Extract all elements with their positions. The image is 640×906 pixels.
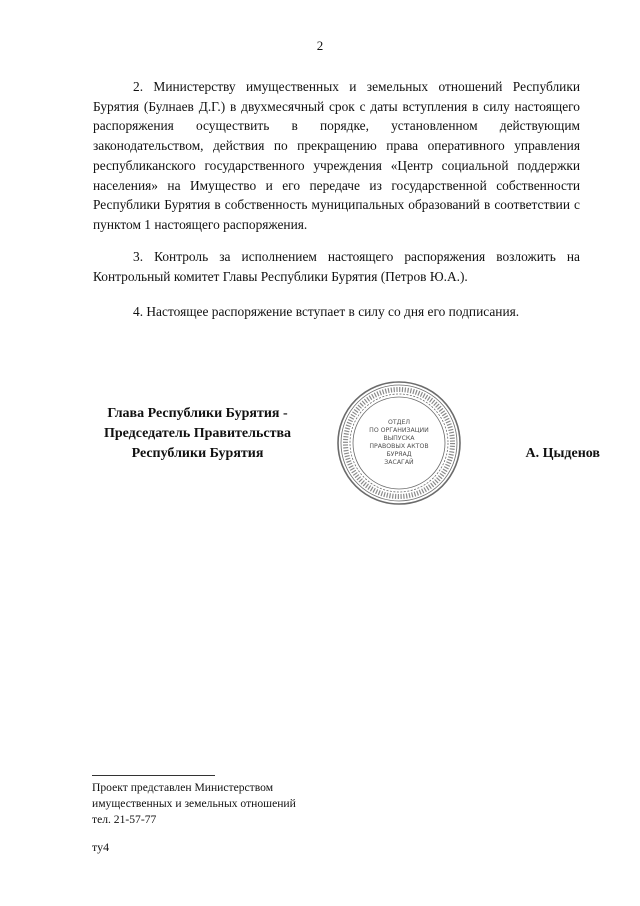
- footnote: [92, 780, 296, 828]
- signatory-title-line-3: Республики Бурятия: [131, 446, 264, 461]
- footnote-line-3: тел. 21-57-77: [92, 813, 157, 826]
- footnote-line-1: Проект представлен Министерством: [92, 781, 274, 794]
- seal-text-line-4: ПРАВОВЫХ АКТОВ: [369, 443, 429, 450]
- seal-text-line-2: ПО ОРГАНИЗАЦИИ: [369, 427, 429, 434]
- signatory-title-line-1: Глава Республики Бурятия -: [107, 406, 288, 421]
- signatory-title-line-2: Председатель Правительства: [103, 426, 292, 441]
- paragraph-3: 3. Контроль за исполнением настоящего распоряжения возложить на Контрольный комитет Главы Республики Бурятия (Петров Ю.А.).: [93, 249, 580, 284]
- footnote-divider: [92, 775, 215, 776]
- paragraph-4: 4. Настоящее распоряжение вступает в силу со дня его подписания.: [133, 304, 520, 319]
- signatory-title: [90, 404, 305, 464]
- signer-name: А. Цыденов: [525, 446, 600, 461]
- seal-text-line-5: БУРЯАД: [386, 451, 412, 458]
- paragraph-2: 2. Министерству имущественных и земельных отношений Республики Бурятия (Булнаев Д.Г.) в двухмесячный срок с даты вступления в силу настоящего распоряжения осуществить в порядке, установленном действующим законодательством, действия по прекращению права оперативного управления республиканского государственного учреждения «Центр социальной поддержки населения» на Имущество и его передаче из государственной собственности Республики Бурятия в собственность муниципальных образований в соответствии с пунктом 1 настоящего распоряжения.: [93, 79, 580, 232]
- seal-text-line-1: ОТДЕЛ: [387, 419, 411, 426]
- seal-text-line-6: ЗАСАГАЙ: [384, 459, 414, 466]
- footnote-line-2: имущественных и земельных отношений: [92, 797, 296, 810]
- official-seal-icon: [336, 380, 462, 506]
- seal-text-line-3: ВЫПУСКА: [383, 435, 415, 442]
- document-code: ту4: [92, 840, 110, 854]
- page-number: 2: [316, 38, 324, 53]
